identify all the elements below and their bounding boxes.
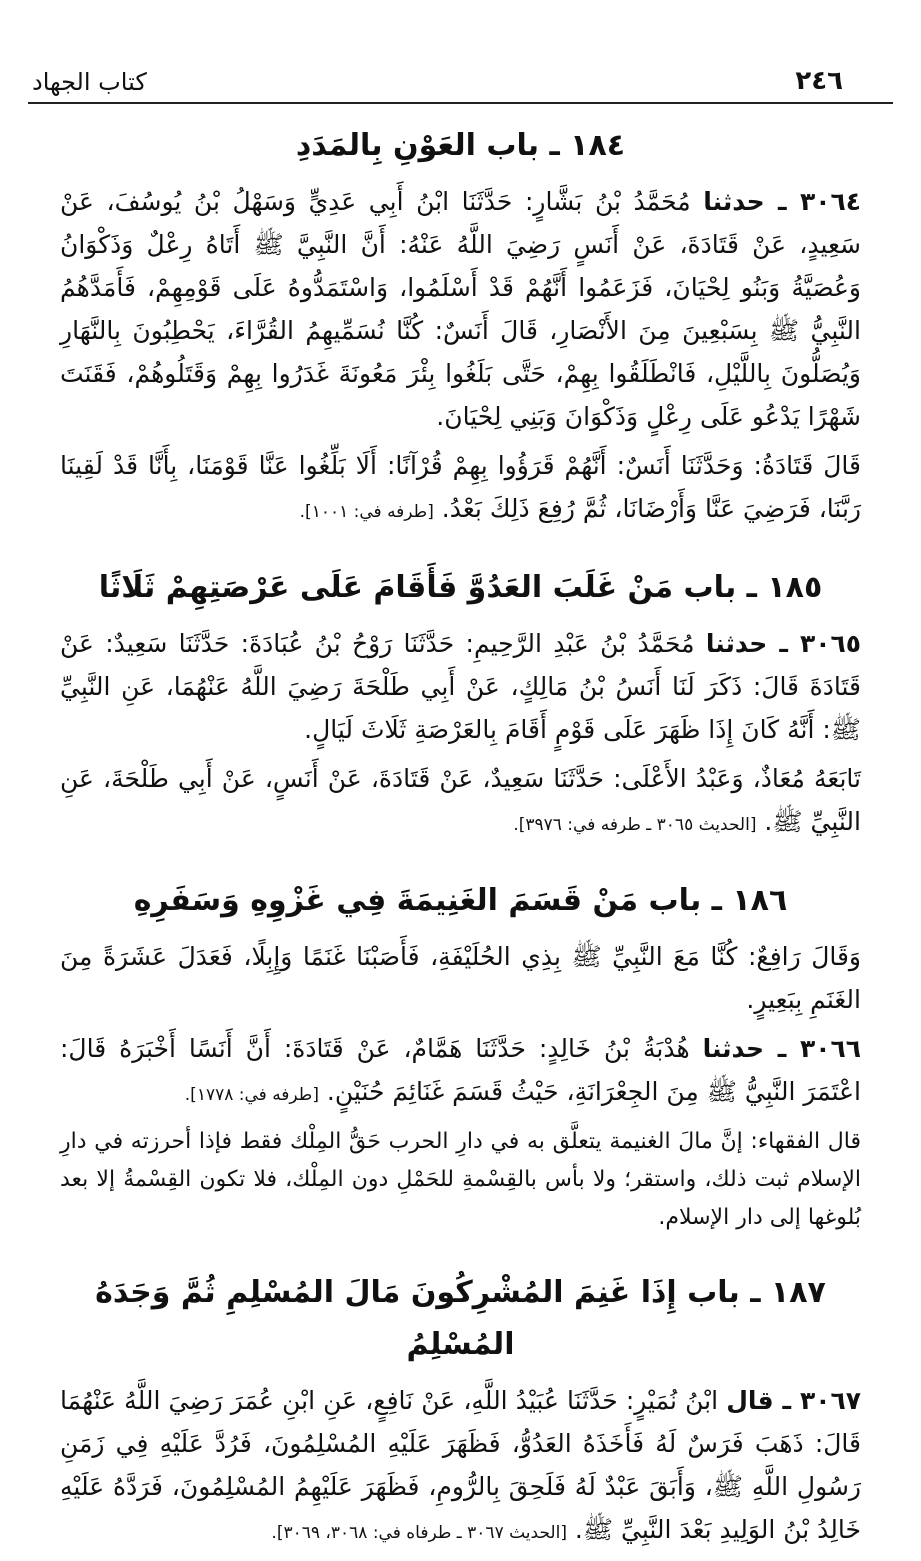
- hadith-text: قَالَ قَتَادَةُ: وَحَدَّثَنَا أَنَسٌ: أَنَّهُمْ قَرَؤُوا بِهِمْ قُرْآنًا: أَلَا بَلِّغُوا عَنَّا قَوْمَنَا، بِأَنَّا قَدْ لَقِينَا رَبَّنَا، فَرَضِيَ عَنَّا وَأَرْضَانَا، ثُمَّ رُفِعَ ذَلِكَ بَعْدُ.: [60, 451, 861, 523]
- page-body: [60, 120, 861, 1561]
- hadith-number: ٣٠٦٦ ـ حدثنا: [702, 1034, 862, 1063]
- hadith-3064: [60, 180, 861, 438]
- chapter-heading-186: ١٨٦ ـ باب مَنْ قَسَمَ الغَنِيمَةَ فِي غَزْوِهِ وَسَفَرِهِ: [133, 883, 788, 918]
- chapter-heading-185: ١٨٥ ـ باب مَنْ غَلَبَ العَدُوَّ فَأَقَامَ عَلَى عَرْصَتِهِمْ ثَلَاثًا: [98, 570, 823, 605]
- hadith-text: مُحَمَّدُ بْنُ عَبْدِ الرَّحِيمِ: حَدَّثَنَا رَوْحُ بْنُ عُبَادَةَ: حَدَّثَنَا سَعِيدٌ: عَنْ قَتَادَةَ قَالَ: ذَكَرَ لَنَا أَنَسُ بْنُ مَالِكٍ، عَنْ أَبِي طَلْحَةَ رَضِيَ اللَّهُ عَنْهُمَا، عَنِ النَّبِيِّ ﷺ: أَنَّهُ كَانَ إِذَا ظَهَرَ عَلَى قَوْمٍ أَقَامَ بِالعَرْصَةِ ثَلَاثَ لَيَالٍ.: [60, 629, 861, 744]
- page-number: ٢٤٦: [795, 66, 843, 96]
- hadith-text: ابْنُ نُمَيْرٍ: حَدَّثَنَا عُبَيْدُ اللَّهِ، عَنْ نَافِعٍ، عَنِ ابْنِ عُمَرَ رَضِيَ اللَّهُ عَنْهُمَا قَالَ: ذَهَبَ فَرَسٌ لَهُ فَأَخَذَهُ العَدُوُّ، فَظَهَرَ عَلَيْهِ المُسْلِمُونَ، فَرُدَّ عَلَيْهِ فِي زَمَنِ رَسُولِ اللَّهِ ﷺ، وَأَبَقَ عَبْدٌ لَهُ فَلَحِقَ بِالرُّومِ، فَظَهَرَ عَلَيْهِمُ المُسْلِمُونَ، فَرَدَّهُ عَلَيْهِ خَالِدُ بْنُ الوَلِيدِ بَعْدَ النَّبِيِّ ﷺ.: [60, 1386, 861, 1544]
- book-title: كتاب الجهاد: [32, 68, 147, 96]
- hadith-3067: [60, 1379, 861, 1555]
- hadith-number: ٣٠٦٧ ـ قال: [726, 1386, 861, 1415]
- running-header: [28, 62, 893, 104]
- hadith-3065-followup: [60, 757, 861, 847]
- hadith-3066: [60, 1027, 861, 1117]
- cross-reference: [الحديث ٣٠٦٥ ـ طرفه في: ٣٩٧٦].: [513, 815, 757, 835]
- cross-reference: [طرفه في: ١٧٧٨].: [184, 1085, 319, 1105]
- hadith-number: ٣٠٦٤ ـ حدثنا: [703, 187, 861, 216]
- hadith-text: تَابَعَهُ مُعَاذٌ، وَعَبْدُ الأَعْلَى: حَدَّثَنَا سَعِيدٌ، عَنْ قَتَادَةَ، عَنْ أَنَسٍ، عَنْ أَبِي طَلْحَةَ، عَنِ النَّبِيِّ ﷺ.: [60, 764, 861, 836]
- hadith-number: ٣٠٦٥ ـ حدثنا: [705, 629, 862, 658]
- hadith-text: وَقَالَ رَافِعٌ: كُنَّا مَعَ النَّبِيِّ ﷺ بِذِي الحُلَيْفَةِ، فَأَصَبْنَا غَنَمًا وَإِبِلًا، فَعَدَلَ عَشَرَةً مِنَ الغَنَمِ بِبَعِيرٍ.: [60, 942, 861, 1014]
- cross-reference: [طرفه في: ١٠٠١].: [299, 502, 434, 522]
- rafi-narration: [60, 935, 861, 1021]
- hadith-text: هُدْبَةُ بْنُ خَالِدٍ: حَدَّثَنَا هَمَّامٌ، عَنْ قَتَادَةَ: أَنَّ أَنَسًا أَخْبَرَهُ قَالَ: اعْتَمَرَ النَّبِيُّ ﷺ مِنَ الجِعْرَانَةِ، حَيْثُ قَسَمَ غَنَائِمَ حُنَيْنٍ.: [60, 1034, 861, 1106]
- chapter-heading-187: ١٨٧ ـ باب إِذَا غَنِمَ المُشْرِكُونَ مَالَ المُسْلِمِ ثُمَّ وَجَدَهُ المُسْلِمُ: [95, 1275, 826, 1362]
- hadith-3065: [60, 622, 861, 751]
- cross-reference: [الحديث ٣٠٦٧ ـ طرفاه في: ٣٠٦٨، ٣٠٦٩].: [271, 1523, 567, 1543]
- jurists-commentary: قال الفقهاء: إنَّ مالَ الغنيمة يتعلَّق به في دارِ الحرب حَقُّ المِلْك فقط فإذا أحرزته في دارِ الإسلام ثبت ذلك، واستقر؛ ولا بأس بالقِسْمةِ للحَمْلِ دون المِلْك، فلا تكون القِسْمةُ إلا بعد بُلوغها إلى دار الإسلام.: [60, 1129, 861, 1230]
- chapter-heading-184: ١٨٤ ـ باب العَوْنِ بِالمَدَدِ: [295, 128, 626, 163]
- hadith-3064-continuation: [60, 444, 861, 534]
- hadith-text: مُحَمَّدُ بْنُ بَشَّارٍ: حَدَّثَنَا ابْنُ أَبِي عَدِيٍّ وَسَهْلُ بْنُ يُوسُفَ، عَنْ سَعِيدٍ، عَنْ قَتَادَةَ، عَنْ أَنَسٍ رَضِيَ اللَّهُ عَنْهُ: أَنَّ النَّبِيَّ ﷺ أَتَاهُ رِعْلٌ وَذَكْوَانُ وَعُصَيَّةُ وَبَنُو لِحْيَانَ، فَزَعَمُوا أَنَّهُمْ قَدْ أَسْلَمُوا، وَاسْتَمَدُّوهُ عَلَى قَوْمِهِمْ، فَأَمَدَّهُمُ النَّبِيُّ ﷺ بِسَبْعِينَ مِنَ الأَنْصَارِ، قَالَ أَنَسٌ: كُنَّا نُسَمِّيهِمُ القُرَّاءَ، يَحْطِبُونَ بِالنَّهَارِ وَيُصَلُّونَ بِاللَّيْلِ، فَانْطَلَقُوا بِهِمْ، حَتَّى بَلَغُوا بِئْرَ مَعُونَةَ غَدَرُوا بِهِمْ وَقَتَلُوهُمْ، فَقَنَتَ شَهْرًا يَدْعُو عَلَى رِعْلٍ وَذَكْوَانَ وَبَنِي لِحْيَانَ.: [60, 187, 861, 431]
